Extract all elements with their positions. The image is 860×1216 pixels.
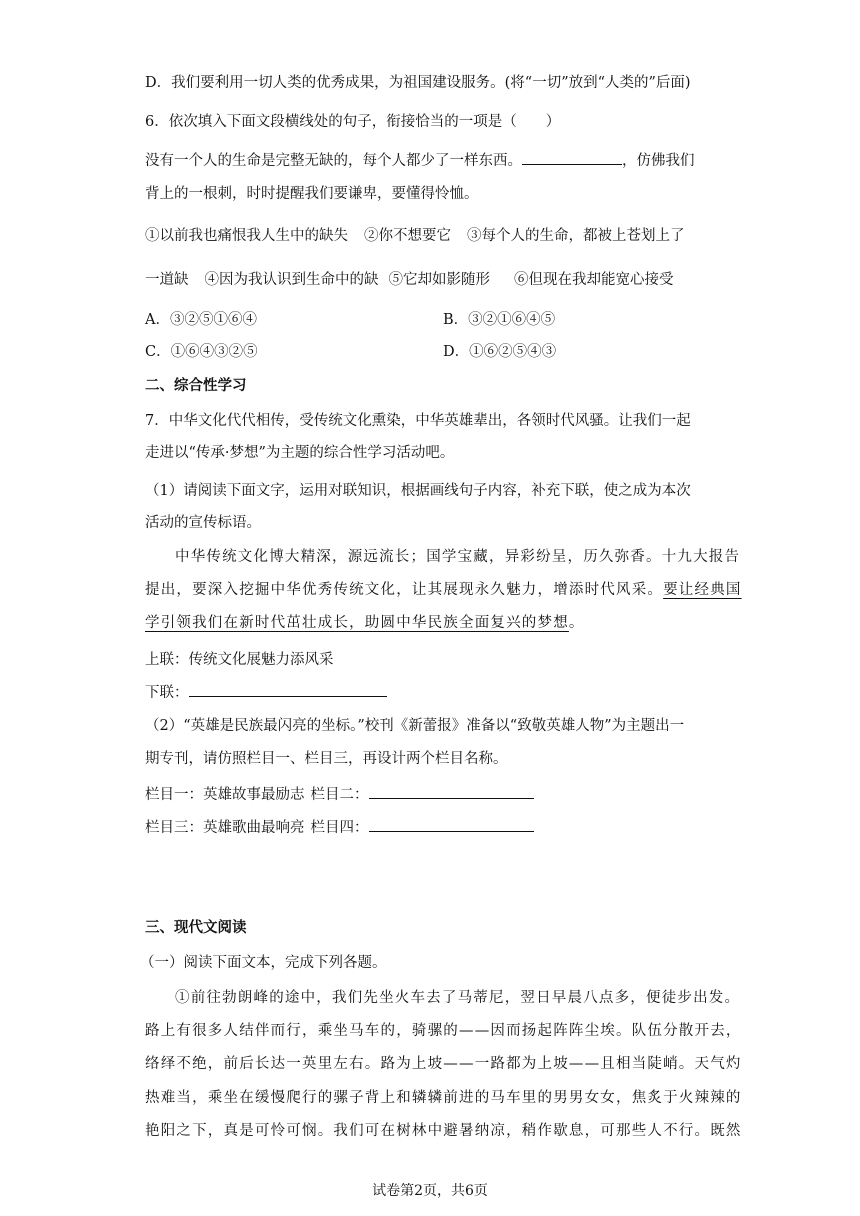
column-3: 栏目三：英雄歌曲最响亮 xyxy=(145,820,305,836)
quote-underlined-end: 学引领我们在新时代茁壮成长，助圆中华民族全面复兴的梦想 xyxy=(145,615,569,631)
column-row-2 xyxy=(145,817,534,838)
q6-sentences-line2 xyxy=(145,270,674,290)
column-1: 栏目一：英雄故事最励志 xyxy=(145,787,305,803)
reading-para-line3: 络绎不绝，前后长达一英里左右。路为上坡——一路都为上坡——且相当陡峭。天气灼 xyxy=(145,1056,742,1072)
q6-option-a[interactable]: A．③②⑤①⑥④ xyxy=(145,312,257,328)
q6-option-d[interactable]: D．①⑥②⑤④③ xyxy=(443,344,557,360)
q6-stem: 6．依次填入下面文段横线处的句子，衔接恰当的一项是（ ） xyxy=(145,114,561,130)
q7-part2-line1: （2）“英雄是民族最闪亮的坐标。”校刊《新蕾报》准备以“致敬英雄人物”为主题出一 xyxy=(145,718,685,734)
q6-passage-part2: ，仿佛我们 xyxy=(622,153,695,169)
reading-para-line1: ①前往勃朗峰的途中，我们先坐火车去了马蒂尼，翌日早晨八点多，便徒步出发。 xyxy=(175,990,741,1006)
column-2-blank[interactable] xyxy=(369,784,534,799)
q7-part2-line2: 期专刊，请仿照栏目一、栏目三，再设计两个栏目名称。 xyxy=(145,751,508,767)
quote-line1: 中华传统文化博大精深，源远流长；国学宝藏，异彩纷呈，历久弥香。十九大报告 xyxy=(175,549,741,565)
q6-sentence-3-cont: 一道缺 xyxy=(145,272,189,288)
section3-title: 三、现代文阅读 xyxy=(145,919,247,936)
quote-line3 xyxy=(145,613,585,633)
q6-passage-part1: 没有一个人的生命是完整无缺的，每个人都少了一样东西。 xyxy=(145,153,522,169)
quote-line2 xyxy=(145,580,742,600)
q7-line2: 走进以“传承·梦想”为主题的综合性学习活动吧。 xyxy=(145,445,455,461)
q6-passage-line1 xyxy=(145,150,695,171)
q6-sentence-1: ①以前我也痛恨我人生中的缺失 xyxy=(145,228,348,244)
q6-option-c[interactable]: C．①⑥④③②⑤ xyxy=(145,344,258,360)
couplet-upper: 上联：传统文化展魅力添风采 xyxy=(145,652,334,668)
q6-passage-line2: 背上的一根刺，时时提醒我们要谦卑，要懂得怜恤。 xyxy=(145,186,479,202)
q7-part1-line1: （1）请阅读下面文字，运用对联知识，根据画线句子内容，补充下联，使之成为本次 xyxy=(145,483,691,499)
couplet-lower-label: 下联： xyxy=(145,685,189,701)
q6-sentence-5: ⑤它却如影随形 xyxy=(388,272,490,288)
q6-answer-blank[interactable] xyxy=(522,150,622,165)
reading-para-line5: 艳阳之下，真是可怜可悯。我们可在树林中避暑纳凉，稍作歇息，可那些人不行。既然 xyxy=(145,1123,742,1139)
q6-sentence-2: ②你不想要它 xyxy=(364,228,451,244)
reading-para-line4: 热难当，乘坐在缓慢爬行的骡子背上和辚辚前进的马车里的男男女女，焦炙于火辣辣的 xyxy=(145,1090,742,1106)
q6-sentence-4: ④因为我认识到生命中的缺 xyxy=(204,272,379,288)
quote-line2-plain: 提出，要深入挖掘中华优秀传统文化，让其展现永久魅力，增添时代风采。 xyxy=(145,582,664,598)
column-4-blank[interactable] xyxy=(369,817,534,832)
column-2-label: 栏目二： xyxy=(310,787,369,803)
quote-underlined-start: 要让经典国 xyxy=(663,582,742,598)
column-4-label: 栏目四： xyxy=(310,820,369,836)
column-row-1 xyxy=(145,784,534,805)
q7-line1: 7．中华文化代代相传，受传统文化熏染，中华英雄辈出，各领时代风骚。让我们一起 xyxy=(145,413,691,429)
q6-sentences-line1 xyxy=(145,226,685,246)
q7-part1-line2: 活动的宣传标语。 xyxy=(145,515,261,531)
section3-subtitle: （一）阅读下面文本，完成下列各题。 xyxy=(140,955,387,971)
q6-sentence-6: ⑥但现在我却能宽心接受 xyxy=(514,272,674,288)
couplet-lower-row xyxy=(145,682,387,703)
q5-option-d: D．我们要利用一切人类的优秀成果，为祖国建设服务。(将“一切”放到“人类的”后面) xyxy=(145,75,691,91)
quote-line3-end: 。 xyxy=(568,615,585,631)
reading-para-line2: 路上有很多人结伴而行，乘坐马车的，骑骡的——因而扬起阵阵尘埃。队伍分散开去， xyxy=(145,1023,742,1039)
page-footer: 试卷第2页，共6页 xyxy=(372,1183,488,1199)
section2-title: 二、综合性学习 xyxy=(145,377,247,394)
q6-option-b[interactable]: B．③②①⑥④⑤ xyxy=(443,312,556,328)
couplet-lower-blank[interactable] xyxy=(189,682,387,697)
q6-sentence-3: ③每个人的生命，都被上苍划上了 xyxy=(467,228,685,244)
